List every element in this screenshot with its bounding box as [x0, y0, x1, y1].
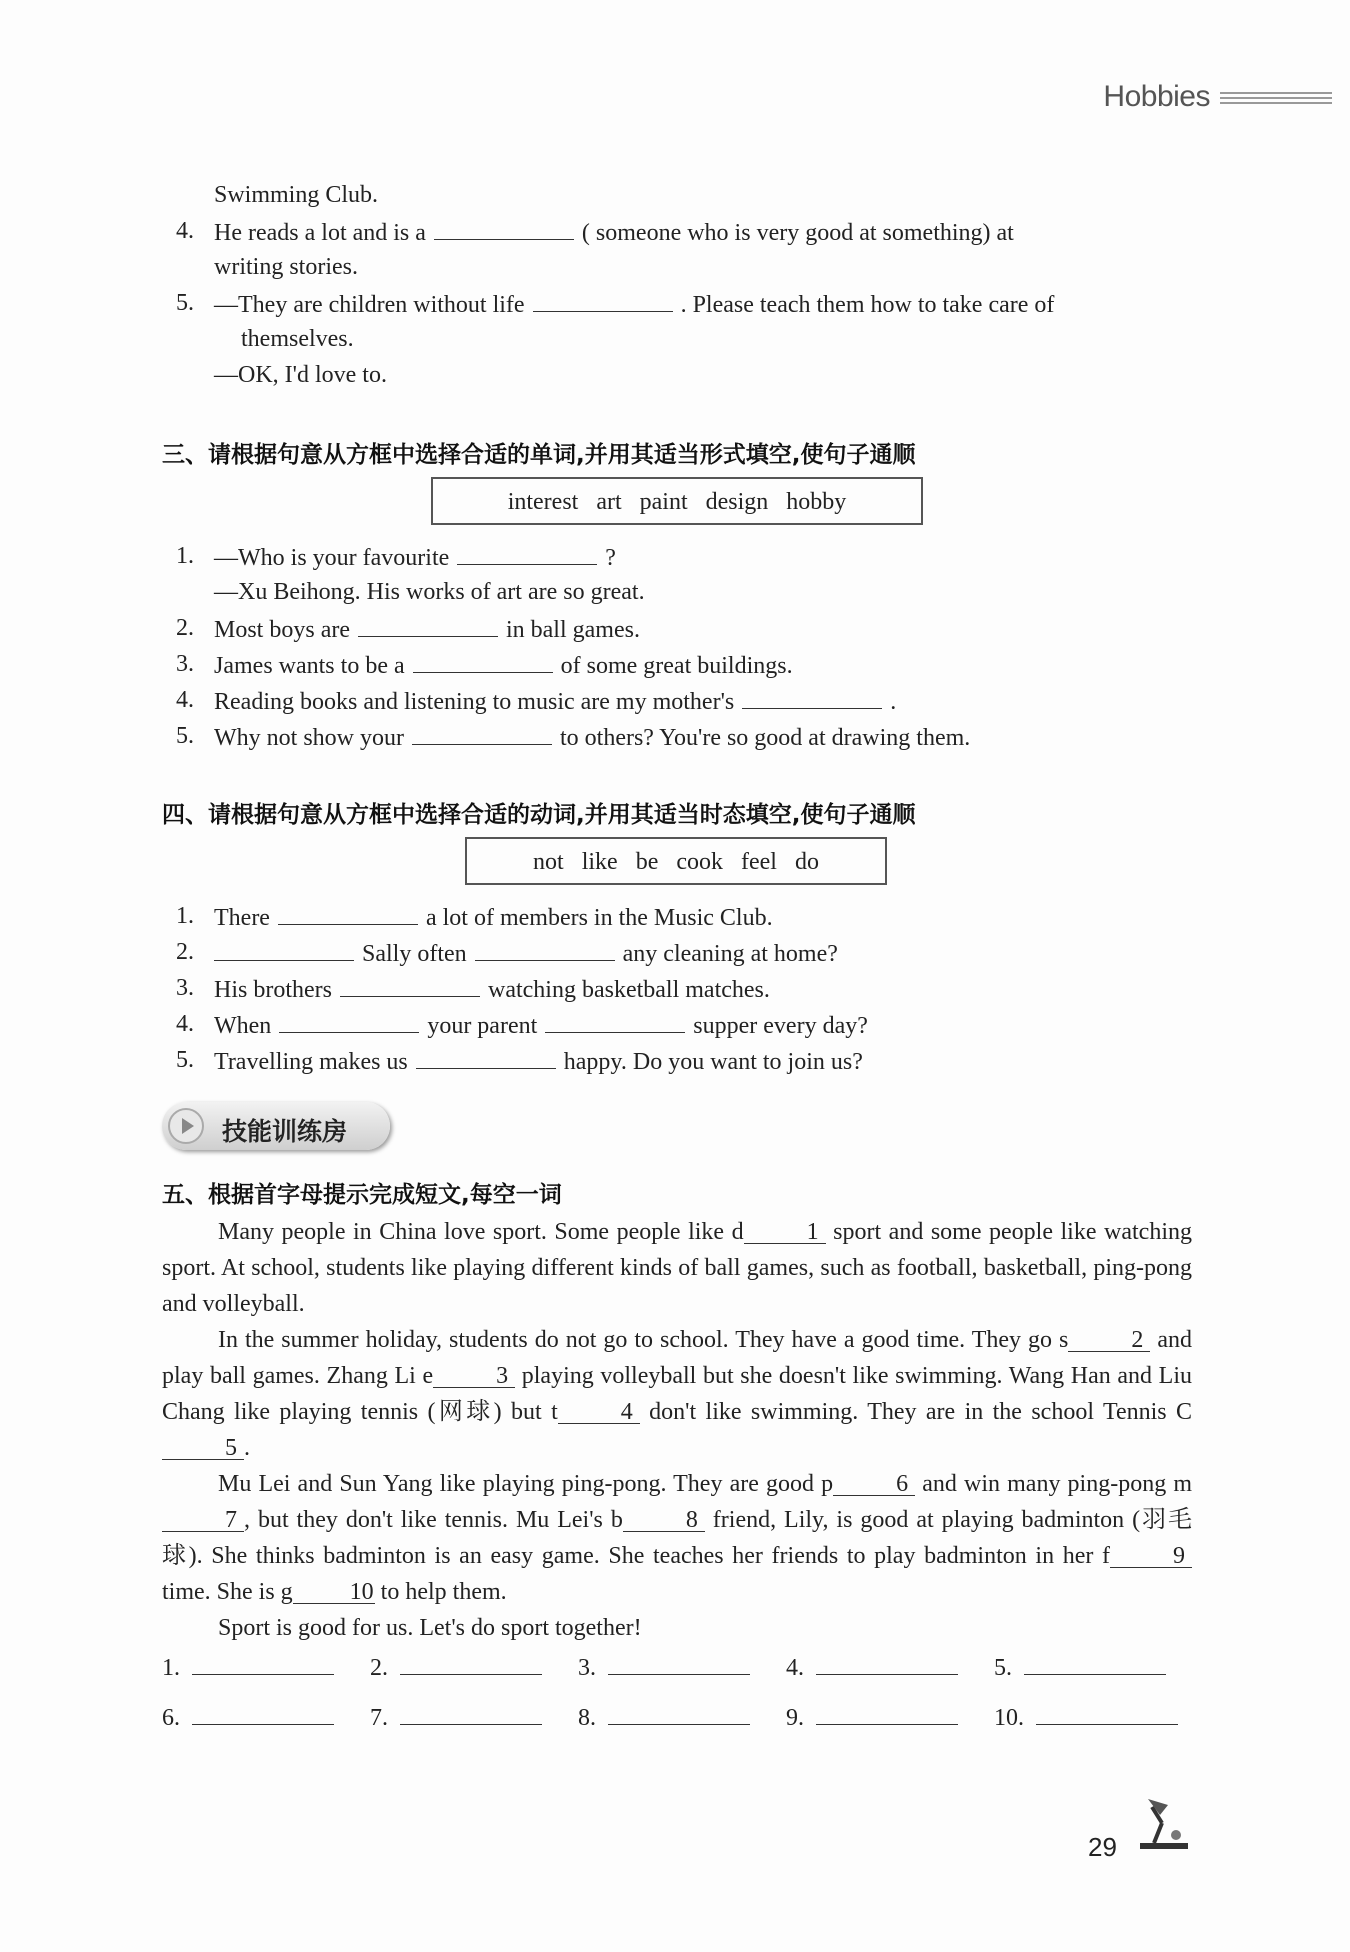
- skills-banner: [162, 1102, 390, 1150]
- answer-blank[interactable]: [279, 1012, 419, 1033]
- cloze-blank[interactable]: 5: [162, 1437, 244, 1460]
- question-text-cont: themselves.: [241, 326, 354, 352]
- answer-blank[interactable]: [434, 219, 574, 240]
- answer-blank[interactable]: [214, 940, 354, 961]
- answer-slot[interactable]: 4.: [786, 1652, 958, 1682]
- cloze-blank[interactable]: 9: [1110, 1545, 1192, 1568]
- question-text: Reading books and listening to music are my mother's .: [214, 689, 897, 715]
- question-number: 1.: [176, 543, 194, 569]
- answer-blank[interactable]: [475, 940, 615, 961]
- question-text: Travelling makes us happy. Do you want to join us?: [214, 1049, 863, 1075]
- question-number: 5.: [176, 1047, 194, 1073]
- answer-blank[interactable]: [457, 544, 597, 565]
- cloze-blank[interactable]: 4: [558, 1401, 640, 1424]
- answer-slot[interactable]: 3.: [578, 1652, 750, 1682]
- answer-blank[interactable]: [358, 616, 498, 637]
- cloze-blank[interactable]: 1: [744, 1221, 826, 1244]
- question-text-cont: —Xu Beihong. His works of art are so great.: [214, 579, 645, 605]
- section-title-part3: 三、请根据句意从方框中选择合适的单词,并用其适当形式填空,使句子通顺: [162, 442, 916, 468]
- question-text: His brothers watching basketball matches.: [214, 977, 770, 1003]
- question-number: 5.: [176, 290, 194, 316]
- question-text: When your parent supper every day?: [214, 1013, 868, 1039]
- question-number: 2.: [176, 615, 194, 641]
- play-icon: [168, 1108, 204, 1144]
- question-number: 3.: [176, 651, 194, 677]
- page-number: 29: [1088, 1832, 1117, 1862]
- answer-slot[interactable]: 6.: [162, 1702, 334, 1732]
- cloze-passage: [162, 1214, 1192, 1646]
- question-text: —Who is your favourite ?: [214, 545, 616, 571]
- answer-blank[interactable]: [278, 904, 418, 925]
- section-title-part5: 五、根据首字母提示完成短文,每空一词: [162, 1182, 562, 1208]
- question-number: 5.: [176, 723, 194, 749]
- answer-blank[interactable]: [416, 1048, 556, 1069]
- desk-lamp-icon: [1134, 1795, 1194, 1853]
- cloze-blank[interactable]: 10: [293, 1581, 375, 1604]
- section-title-part4: 四、请根据句意从方框中选择合适的动词,并用其适当时态填空,使句子通顺: [162, 802, 916, 828]
- skills-banner-label: 技能训练房: [222, 1117, 348, 1146]
- question-number: 2.: [176, 939, 194, 965]
- answer-blank[interactable]: [533, 291, 673, 312]
- answer-blank[interactable]: [412, 724, 552, 745]
- question-text-cont: writing stories.: [214, 254, 358, 280]
- question-text: There a lot of members in the Music Club.: [214, 905, 773, 931]
- answer-slot[interactable]: 1.: [162, 1652, 334, 1682]
- question-number: 4.: [176, 1011, 194, 1037]
- question-text: Most boys are in ball games.: [214, 617, 640, 643]
- question-text: Sally often any cleaning at home?: [206, 940, 838, 966]
- question-text-cont: —OK, I'd love to.: [214, 362, 387, 388]
- question-number: 4.: [176, 218, 194, 244]
- question-number: 1.: [176, 903, 194, 929]
- answer-blank[interactable]: [545, 1012, 685, 1033]
- question-text: —They are children without life . Please teach them how to take care of: [214, 292, 1055, 318]
- answer-slot[interactable]: 2.: [370, 1652, 542, 1682]
- question-number: 4.: [176, 687, 194, 713]
- header-decoration: [1220, 92, 1332, 108]
- answer-slot[interactable]: 7.: [370, 1702, 542, 1732]
- cloze-blank[interactable]: 6: [833, 1473, 915, 1496]
- passage-paragraph: Sport is good for us. Let's do sport together!: [218, 1615, 642, 1641]
- passage-paragraph: Mu Lei and Sun Yang like playing ping-pong. They are good p 6 and win many ping-pong m7 , but they don't like tennis. Mu Lei's b 8 friend, Lily, is good at playing badminton (羽毛球). She thinks badminton is an easy game. She teaches her friends to play badminton in her f 9 time. She is g 10 to help them.: [162, 1471, 1193, 1605]
- answer-blank[interactable]: [742, 688, 882, 709]
- question-text: Why not show your to others? You're so good at drawing them.: [214, 725, 971, 751]
- answer-slot[interactable]: 8.: [578, 1702, 750, 1732]
- page-header-title: Hobbies: [1103, 80, 1210, 113]
- question-text: James wants to be a of some great buildings.: [214, 653, 793, 679]
- cloze-blank[interactable]: 2: [1068, 1329, 1150, 1352]
- answer-blank[interactable]: [340, 976, 480, 997]
- answer-slot[interactable]: 5.: [994, 1652, 1166, 1682]
- word-box: interest art paint design hobby: [431, 477, 923, 525]
- answer-blank[interactable]: [413, 652, 553, 673]
- answer-slot[interactable]: 9.: [786, 1702, 958, 1732]
- passage-paragraph: Many people in China love sport. Some people like d 1 sport and some people like watching sport. At school, students like playing different kinds of ball games, such as football, basketball, ping-pong and volleyball.: [162, 1219, 1192, 1317]
- question-number: 3.: [176, 975, 194, 1001]
- cloze-blank[interactable]: 3: [433, 1365, 515, 1388]
- part2-line: Swimming Club.: [214, 182, 379, 208]
- word-box: not like be cook feel do: [465, 837, 887, 885]
- cloze-blank[interactable]: 8: [623, 1509, 705, 1532]
- answer-slot[interactable]: 10.: [994, 1702, 1178, 1732]
- passage-paragraph: In the summer holiday, students do not go to school. They have a good time. They go s 2 and play ball games. Zhang Li e 3 playing volleyball but she doesn't like swimming. Wang Han and Liu Chang like playing tennis (网球) but t 4 don't like swimming. They are in the school Tennis C5 .: [162, 1327, 1193, 1461]
- cloze-blank[interactable]: 7: [162, 1509, 244, 1532]
- question-text: He reads a lot and is a ( someone who is very good at something) at: [214, 220, 1014, 246]
